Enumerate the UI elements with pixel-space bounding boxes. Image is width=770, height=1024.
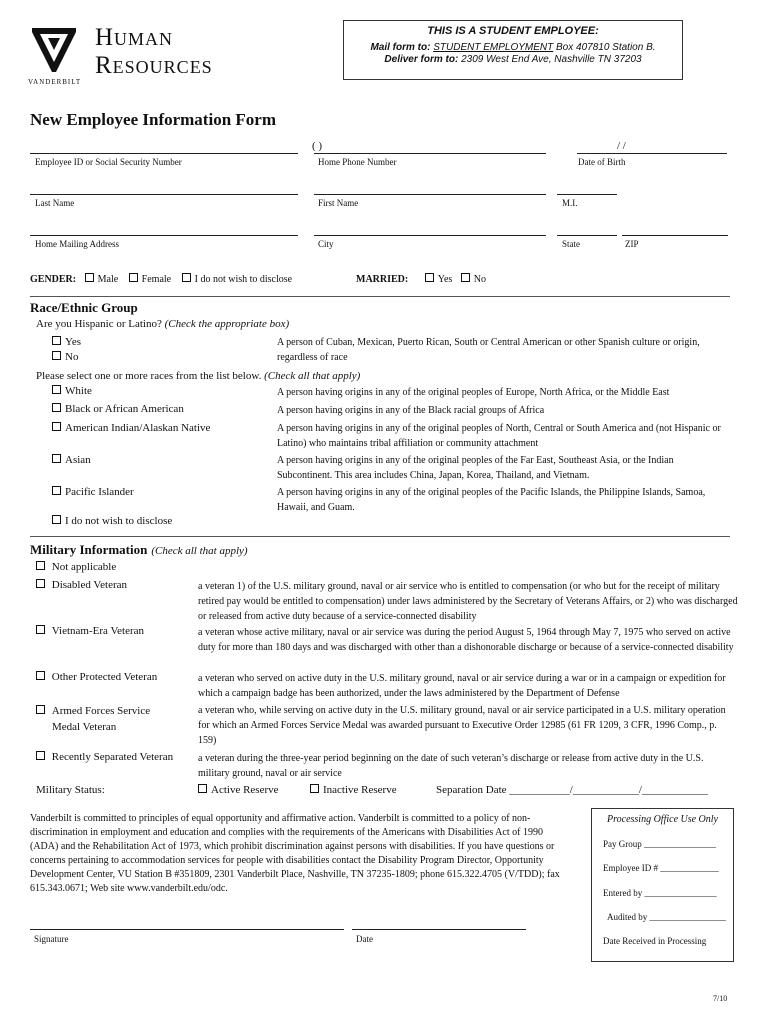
home-phone-label: Home Phone Number — [318, 157, 397, 167]
race-select-text: Please select one or more races from the list below. — [36, 370, 262, 382]
hispanic-yes-option[interactable] — [52, 336, 81, 348]
checkbox-inactive-reserve[interactable] — [310, 784, 319, 793]
checkbox-married-no[interactable] — [461, 273, 470, 282]
hispanic-description: A person of Cuban, Mexican, Puerto Rican, South or Central American or other Spanish culture or origin, regardless of race — [277, 337, 700, 363]
signature-line[interactable] — [30, 929, 344, 930]
checkbox-not-applicable[interactable] — [36, 561, 45, 570]
notice-title: THIS IS A STUDENT EMPLOYEE: — [427, 25, 599, 37]
checkbox-recently-separated[interactable] — [36, 751, 45, 760]
race-option-black[interactable] — [52, 403, 184, 415]
gender-label: GENDER: — [30, 274, 77, 285]
race-desc-white: A person having origins in any of the original peoples of Europe, North Africa, or the Middle East — [277, 387, 670, 398]
checkbox-other-protected[interactable] — [36, 671, 45, 680]
processing-office-box — [591, 808, 734, 962]
mi-label: M.I. — [562, 198, 578, 208]
oak-leaf-v-icon — [30, 26, 78, 76]
military-heading-row — [30, 541, 248, 559]
city-line[interactable] — [314, 235, 546, 236]
military-label: Other Protected Veteran — [51, 671, 158, 683]
logo-wordmark: VANDERBILT — [28, 78, 82, 86]
military-label: Vietnam-Era Veteran — [51, 625, 145, 637]
military-option-vietnam-era[interactable] — [36, 625, 144, 637]
military-label: Disabled Veteran — [51, 579, 127, 591]
race-option-no-disclose[interactable] — [52, 515, 172, 527]
military-option-other-protected[interactable] — [36, 671, 157, 683]
military-label-line2: Medal Veteran — [52, 721, 117, 733]
military-label: Recently Separated Veteran — [51, 751, 174, 763]
checkbox-asian[interactable] — [52, 454, 61, 463]
pay-group-field[interactable]: Pay Group ________________ — [603, 839, 716, 849]
last-name-line[interactable] — [30, 194, 298, 195]
gender-no-disclose-label: I do not wish to disclose — [194, 274, 293, 285]
military-option-recently-separated[interactable] — [36, 751, 173, 763]
military-desc-other-protected: a veteran who served on active duty in the U.S. military ground, naval or air service during a war or in a campaign or expedition for which a campaign badge has been authorized, under the laws administered by the Department of Defense — [198, 673, 726, 699]
married-label: MARRIED: — [356, 274, 409, 285]
equal-opportunity-policy: Vanderbilt is committed to principles of equal opportunity and affirmative action. Vanderbilt is committed to a policy of non-discrimination in employment and education and complies with the requirements of the Americans with Disabilities Act of 1990 (ADA) and the Rehabilitation Act of 1973, which prohibit discrimination against persons with disabilities. If you have questions or concerns pertaining to accommodation services for people with disabilities contact the Disability Program Director, Opportunity Development Center, VU Station B #351809, 2301 Vanderbilt Place, Nashville, TN 37235-1809; phone 615.322.4705 (V/TDD); fax 615.343.0671; Web site www.vanderbilt.edu/odc. — [30, 813, 560, 894]
race-desc-black: A person having origins in any of the Black racial groups of Africa — [277, 405, 545, 416]
checkbox-disabled-veteran[interactable] — [36, 579, 45, 588]
dob-slashes: / / — [617, 140, 626, 152]
race-label: Pacific Islander — [65, 486, 134, 498]
married-yes-label: Yes — [437, 274, 453, 285]
race-desc-asian: A person having origins in any of the original peoples of the Far East, Southeast Asia, or the Indian Subcontinent. This area includes China, Japan, Korea, Thailand, and Vietnam. — [277, 455, 674, 481]
race-label: White — [65, 385, 92, 397]
military-heading: Military Information — [30, 542, 148, 557]
checkbox-black[interactable] — [52, 403, 61, 412]
checkbox-hispanic-no[interactable] — [52, 351, 61, 360]
active-reserve-label: Active Reserve — [211, 784, 279, 796]
married-yes-option[interactable] — [425, 274, 453, 285]
dob-label: Date of Birth — [578, 157, 626, 167]
mail-label: Mail form to: — [370, 42, 431, 53]
race-option-white[interactable] — [52, 385, 92, 397]
zip-label: ZIP — [625, 239, 639, 249]
hispanic-question-note: (Check the appropriate box) — [164, 318, 290, 330]
processing-employee-id-field[interactable]: Employee ID # _____________ — [603, 863, 719, 873]
org-name-line2: Resources — [95, 52, 213, 79]
form-title: New Employee Information Form — [30, 110, 276, 129]
married-row — [356, 273, 486, 285]
checkbox-gender-no-disclose[interactable] — [182, 273, 191, 282]
revision-footer: 7/10 — [713, 994, 728, 1003]
military-label: Armed Forces Service — [51, 705, 151, 717]
race-option-pacific-islander[interactable] — [52, 486, 134, 498]
mail-line — [344, 42, 682, 53]
military-label: Not applicable — [51, 561, 117, 573]
date-received-label: Date Received in Processing — [603, 936, 707, 946]
home-phone-line[interactable] — [314, 153, 546, 154]
checkbox-married-yes[interactable] — [425, 273, 434, 282]
first-name-label: First Name — [318, 198, 359, 208]
audited-by-field[interactable]: Audited by _________________ — [607, 912, 726, 922]
org-name-line1: Human — [95, 24, 174, 51]
entered-by-field[interactable]: Entered by ________________ — [603, 888, 717, 898]
active-reserve-option[interactable] — [198, 784, 279, 796]
zip-line[interactable] — [622, 235, 728, 236]
divider-military — [30, 536, 730, 537]
checkbox-white[interactable] — [52, 385, 61, 394]
date-label: Date — [356, 934, 373, 944]
race-select-note: (Check all that apply) — [264, 370, 361, 382]
divider-race — [30, 296, 730, 297]
phone-paren: ( ) — [312, 140, 323, 152]
deliver-line — [344, 54, 682, 65]
city-label: City — [318, 239, 334, 249]
vanderbilt-logo — [28, 26, 82, 88]
dob-line[interactable] — [577, 153, 727, 154]
inactive-reserve-label: Inactive Reserve — [323, 784, 397, 796]
separation-date-field[interactable]: Separation Date ___________/____________/____________ — [436, 784, 708, 796]
checkbox-american-indian[interactable] — [52, 422, 61, 431]
state-label: State — [562, 239, 580, 249]
hispanic-question-text: Are you Hispanic or Latino? — [36, 318, 162, 330]
hispanic-yes-label: Yes — [65, 336, 82, 348]
race-heading: Race/Ethnic Group — [30, 300, 138, 315]
checkbox-vietnam-era[interactable] — [36, 625, 45, 634]
race-label: I do not wish to disclose — [65, 515, 173, 527]
military-option-armed-forces-medal[interactable] — [36, 703, 150, 735]
employee-id-line[interactable] — [30, 153, 298, 154]
deliver-value: 2309 West End Ave, Nashville TN 37203 — [461, 54, 642, 65]
military-status-label: Military Status: — [36, 784, 105, 796]
signature-label: Signature — [34, 934, 69, 944]
student-employee-notice — [343, 20, 683, 80]
checkbox-race-no-disclose[interactable] — [52, 515, 61, 524]
race-option-american-indian[interactable] — [52, 422, 210, 434]
military-desc-disabled-veteran: a veteran 1) of the U.S. military ground, naval or air service who is entitled to compensation (or who but for the receipt of military retired pay would be entitled to compensation) under laws administered by the Secretary of Veterans Affairs, or 2) who was discharged or released from active duty because of a service-connected disability — [198, 581, 738, 622]
married-no-option[interactable] — [461, 274, 486, 285]
gender-male-option[interactable] — [85, 274, 119, 285]
checkbox-armed-forces-medal[interactable] — [36, 705, 45, 714]
address-line[interactable] — [30, 235, 298, 236]
military-desc-recently-separated: a veteran during the three-year period beginning on the date of such veteran’s discharge or release from active duty in the U.S. military ground, naval or air service — [198, 753, 704, 779]
deliver-label: Deliver form to: — [384, 54, 459, 65]
last-name-label: Last Name — [35, 198, 75, 208]
race-label: Asian — [65, 454, 91, 466]
military-option-disabled-veteran[interactable] — [36, 579, 127, 591]
race-desc-pacific-islander: A person having origins in any of the original peoples of the Pacific Islands, the Philippine Islands, Samoa, Hawaii, and Guam. — [277, 487, 706, 513]
hispanic-question — [36, 318, 289, 330]
race-select-question — [36, 370, 360, 382]
gender-row — [30, 273, 292, 285]
race-desc-american-indian: A person having origins in any of the original peoples of North, Central or South America and (not Hispanic or Latino) who maintains tribal affiliation or community attachment — [277, 423, 721, 449]
race-option-asian[interactable] — [52, 454, 91, 466]
processing-title: Processing Office Use Only — [607, 814, 718, 825]
military-desc-vietnam-era: a veteran whose active military, naval or air service was during the period August 5, 1964 through May 7, 1975 who served on active duty for more than 180 days and was discharged with other than a dishonorable discharge or because of a service-connected disability — [198, 627, 734, 653]
mi-line[interactable] — [557, 194, 617, 195]
checkbox-active-reserve[interactable] — [198, 784, 207, 793]
female-label: Female — [141, 274, 172, 285]
inactive-reserve-option[interactable] — [310, 784, 397, 796]
military-option-not-applicable[interactable] — [36, 561, 116, 573]
state-line[interactable] — [557, 235, 617, 236]
address-label: Home Mailing Address — [35, 239, 119, 249]
employee-id-label: Employee ID or Social Security Number — [35, 157, 182, 167]
mail-value: Box 407810 Station B. — [556, 42, 656, 53]
hispanic-no-label: No — [65, 351, 79, 363]
checkbox-male[interactable] — [85, 273, 94, 282]
military-desc-armed-forces-medal: a veteran who, while serving on active duty in the U.S. military ground, naval or air service participated in a U.S. military operation for which an Armed Forces Service Medal was awarded pursuant to Executive Order 12985 (61 FR 1209, 3 CFR, 1996 Comp., p. 159) — [198, 705, 726, 746]
first-name-line[interactable] — [314, 194, 546, 195]
checkbox-hispanic-yes[interactable] — [52, 336, 61, 345]
hispanic-no-option[interactable] — [52, 351, 78, 363]
checkbox-pacific-islander[interactable] — [52, 486, 61, 495]
mail-value-underlined: STUDENT EMPLOYMENT — [433, 42, 554, 53]
male-label: Male — [97, 274, 119, 285]
military-heading-note: (Check all that apply) — [151, 545, 248, 557]
checkbox-female[interactable] — [129, 273, 138, 282]
gender-female-option[interactable] — [129, 274, 171, 285]
married-no-label: No — [473, 274, 487, 285]
race-label: American Indian/Alaskan Native — [65, 422, 211, 434]
gender-no-disclose-option[interactable] — [182, 274, 293, 285]
date-line[interactable] — [352, 929, 526, 930]
race-label: Black or African American — [65, 403, 184, 415]
